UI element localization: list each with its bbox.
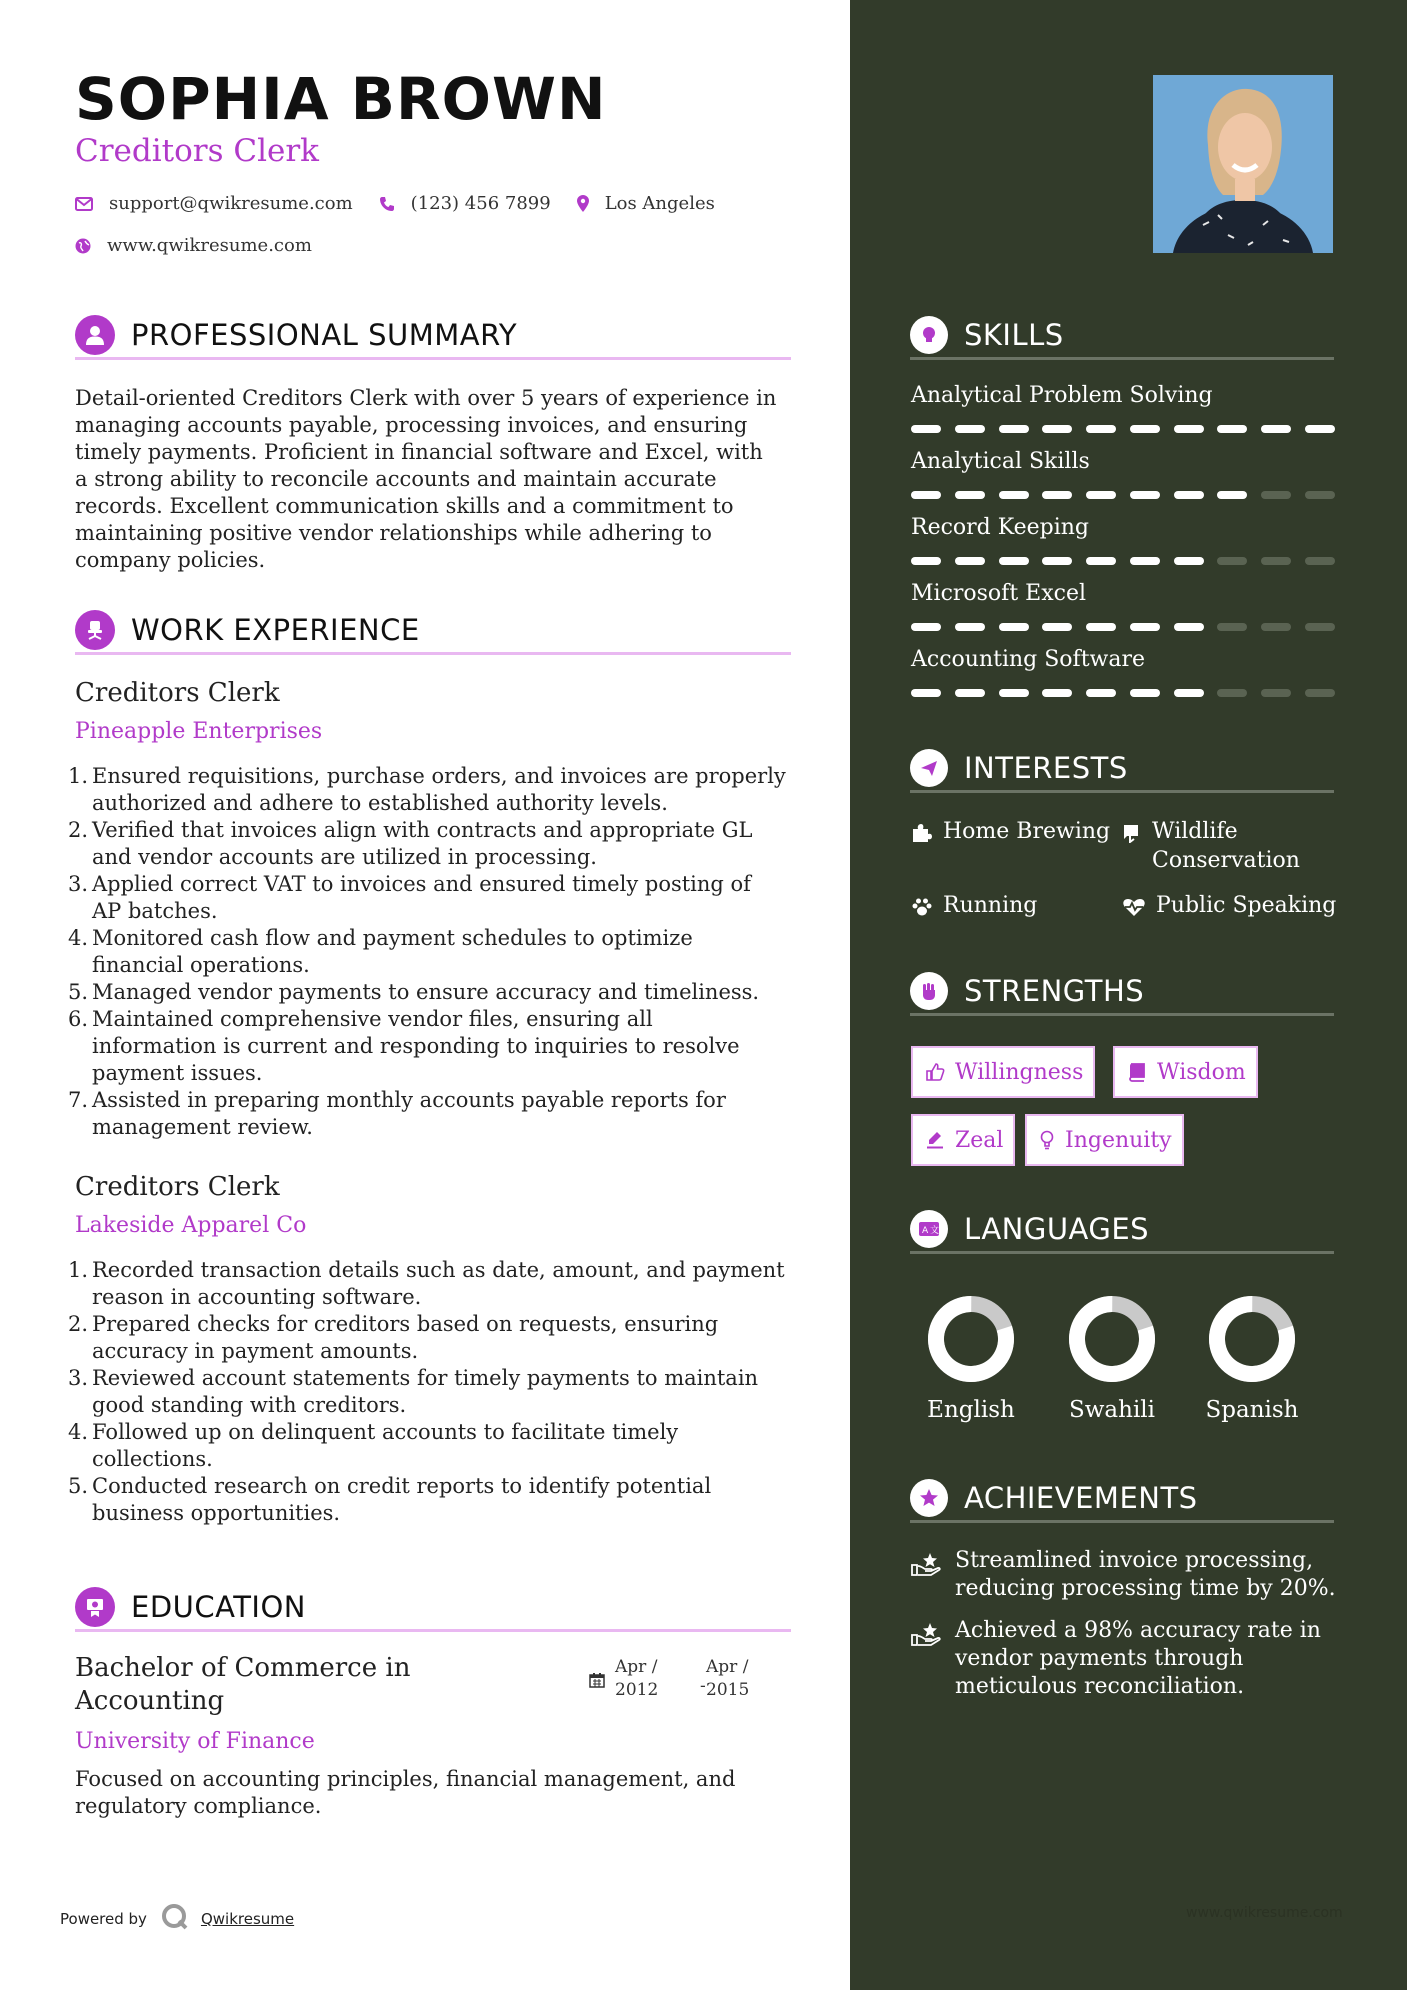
skill-name: Analytical Skills	[911, 449, 1090, 474]
chair-icon	[75, 610, 115, 650]
skills-title: SKILLS	[964, 317, 1064, 352]
languages-heading	[910, 1206, 1334, 1254]
summary-line: Detail-oriented Creditors Clerk with over 5 years of experience in	[75, 386, 777, 410]
skill-segment	[1042, 425, 1072, 433]
thumbs-up-icon	[925, 1062, 945, 1082]
skill-segment	[1261, 689, 1291, 697]
skill-segment	[1086, 425, 1116, 433]
skill-segment	[1086, 623, 1116, 631]
job-duties-list	[68, 763, 798, 1141]
language-name: English	[927, 1397, 1015, 1423]
list-item: 2. Prepared checks for creditors based on requests, ensuring accuracy in payment amounts.	[68, 1312, 719, 1363]
skill-name: Microsoft Excel	[911, 581, 1087, 606]
star-hand-icon	[911, 1621, 943, 1647]
skill-segment	[1086, 689, 1116, 697]
strength-chip: Wisdom	[1113, 1046, 1258, 1098]
skill-segment	[1305, 557, 1335, 565]
degree-title: Bachelor of Commerce in Accounting	[75, 1653, 411, 1716]
paper-plane-icon	[910, 749, 948, 787]
skill-segment	[911, 689, 941, 697]
location-item	[577, 193, 715, 214]
skill-segment	[955, 689, 985, 697]
skill-segment	[1042, 623, 1072, 631]
skill-segment	[999, 689, 1029, 697]
interest-item: Wildlife Conservation	[1122, 817, 1300, 875]
list-item: 3. Applied correct VAT to invoices and ensured timely posting of AP batches.	[68, 872, 751, 923]
job-duties-list	[68, 1257, 798, 1527]
map-pin-icon	[577, 195, 589, 212]
list-item: 2. Verified that invoices align with contracts and appropriate GL and vendor accounts are utilized in processing.	[68, 818, 753, 869]
summary-text	[75, 385, 791, 574]
list-item: 7. Assisted in preparing monthly accounts payable reports for management review.	[68, 1088, 726, 1139]
website-item[interactable]	[75, 235, 312, 256]
contact-row-1	[75, 193, 741, 214]
qwikresume-logo-icon	[161, 1903, 189, 1935]
powered-by-label: Powered by	[60, 1910, 147, 1928]
paw-icon	[911, 897, 933, 917]
skill-segment	[1217, 425, 1247, 433]
globe-icon	[75, 238, 91, 254]
summary-line: managing accounts payable, processing invoices, and ensuring	[75, 413, 748, 437]
list-item: 1. Ensured requisitions, purchase orders, and invoices are properly authorized and adhere to established authority levels.	[68, 764, 786, 815]
summary-line: timely payments. Proficient in financial software and Excel, with	[75, 440, 763, 464]
puzzle-icon	[911, 823, 933, 843]
list-item: 3. Reviewed account statements for timely payments to maintain good standing with creditors.	[68, 1366, 759, 1417]
qwikresume-link[interactable]: Qwikresume	[200, 1910, 295, 1928]
interest-item: Home Brewing	[911, 817, 1110, 846]
svg-text:A: A	[922, 1225, 929, 1236]
skill-segment	[1130, 689, 1160, 697]
strength-chip: Ingenuity	[1025, 1114, 1184, 1166]
pen-icon	[925, 1130, 945, 1150]
language-ring-fill	[1068, 1295, 1156, 1383]
skill-segment	[1217, 689, 1247, 697]
interest-item: Public Speaking	[1122, 891, 1336, 920]
phone-item[interactable]	[379, 193, 551, 214]
list-item: 5. Conducted research on credit reports to identify potential business opportunities.	[68, 1474, 712, 1525]
skill-segment	[999, 491, 1029, 499]
interest-item: Running	[911, 891, 1037, 920]
star-badge-icon	[910, 1479, 948, 1517]
strengths-title: STRENGTHS	[964, 973, 1145, 1008]
phone-icon	[379, 196, 395, 212]
experience-title: WORK EXPERIENCE	[131, 612, 420, 647]
strength-chip: Willingness	[911, 1046, 1095, 1098]
education-heading	[75, 1584, 791, 1632]
interests-title: INTERESTS	[964, 750, 1128, 785]
skill-bar	[911, 557, 1335, 565]
language-name: Swahili	[1068, 1397, 1156, 1423]
skill-segment	[1305, 491, 1335, 499]
company-name: Lakeside Apparel Co	[75, 1213, 307, 1238]
lightbulb-icon	[1039, 1130, 1055, 1150]
candidate-role: Creditors Clerk	[75, 133, 319, 169]
summary-line: records. Excellent communication skills and a commitment to	[75, 494, 734, 518]
profile-photo	[1153, 75, 1333, 253]
strength-chip: Zeal	[911, 1114, 1015, 1166]
skill-segment	[1130, 623, 1160, 631]
book-icon	[1127, 1062, 1147, 1082]
svg-text:文: 文	[930, 1225, 940, 1236]
skill-segment	[1130, 491, 1160, 499]
skill-segment	[911, 557, 941, 565]
school-name: University of Finance	[75, 1729, 315, 1754]
skill-segment	[1217, 623, 1247, 631]
edu-end-date: Apr / 2015	[706, 1657, 750, 1700]
language-ring-fill	[927, 1295, 1015, 1383]
language-ring	[1067, 1294, 1157, 1384]
skill-name: Record Keeping	[911, 515, 1089, 540]
skill-segment	[911, 491, 941, 499]
strengths-heading	[910, 968, 1334, 1016]
skill-segment	[1174, 557, 1204, 565]
skill-segment	[1217, 491, 1247, 499]
skills-heading	[910, 312, 1334, 360]
skill-bar	[911, 689, 1335, 697]
achievement-item: Streamlined invoice processing, reducing processing time by 20%.	[911, 1547, 1341, 1603]
skill-segment	[955, 623, 985, 631]
contact-row-2	[75, 235, 338, 256]
skill-segment	[1174, 491, 1204, 499]
skill-segment	[1086, 557, 1116, 565]
skill-segment	[999, 623, 1029, 631]
skill-bar	[911, 623, 1335, 631]
language-ring-fill	[1208, 1295, 1296, 1383]
skill-segment	[1174, 425, 1204, 433]
fist-icon	[910, 972, 948, 1010]
skill-segment	[1305, 623, 1335, 631]
email-text: support@qwikresume.com	[109, 193, 353, 214]
language-ring	[1207, 1294, 1297, 1384]
user-icon	[75, 315, 115, 355]
skill-segment	[1305, 425, 1335, 433]
lightbulb-icon	[910, 316, 948, 354]
skill-segment	[1042, 689, 1072, 697]
skill-segment	[1130, 425, 1160, 433]
list-item: 5. Managed vendor payments to ensure accuracy and timeliness.	[68, 980, 760, 1004]
achievement-item: Achieved a 98% accuracy rate in vendor payments through meticulous reconciliation.	[911, 1617, 1341, 1701]
skill-segment	[955, 557, 985, 565]
education-title: EDUCATION	[131, 1589, 307, 1624]
skill-segment	[999, 425, 1029, 433]
edu-date-dash: -	[700, 1676, 706, 1696]
summary-heading	[75, 312, 791, 360]
email-item[interactable]	[75, 193, 353, 214]
skill-bar	[911, 425, 1335, 433]
location-text: Los Angeles	[604, 193, 715, 214]
job-title: Creditors Clerk	[75, 1172, 280, 1202]
skill-segment	[1174, 623, 1204, 631]
edu-start-date: Apr / 2012	[615, 1657, 659, 1700]
edu-description: Focused on accounting principles, financial management, and regulatory compliance.	[75, 1767, 736, 1818]
achievements-title: ACHIEVEMENTS	[964, 1480, 1198, 1515]
skill-segment	[911, 425, 941, 433]
skill-name: Analytical Problem Solving	[911, 383, 1213, 408]
skill-segment	[1261, 557, 1291, 565]
star-hand-icon	[911, 1551, 943, 1577]
skill-segment	[1261, 623, 1291, 631]
summary-line: maintaining positive vendor relationships while adhering to	[75, 521, 712, 545]
skill-segment	[1261, 425, 1291, 433]
skill-segment	[1086, 491, 1116, 499]
summary-line: company policies.	[75, 548, 266, 572]
leaf-icon	[1122, 823, 1142, 843]
achievements-heading	[910, 1475, 1334, 1523]
experience-heading	[75, 607, 791, 655]
language-name: Spanish	[1205, 1397, 1299, 1423]
list-item: 1. Recorded transaction details such as date, amount, and payment reason in accounting software.	[68, 1258, 785, 1309]
job-title: Creditors Clerk	[75, 678, 280, 708]
skill-segment	[955, 491, 985, 499]
website-text: www.qwikresume.com	[107, 235, 312, 256]
envelope-icon	[75, 197, 93, 211]
skill-bar	[911, 491, 1335, 499]
powered-by	[60, 1903, 294, 1935]
summary-line: a strong ability to reconcile accounts and maintain accurate	[75, 467, 717, 491]
skill-segment	[1042, 491, 1072, 499]
skill-segment	[1042, 557, 1072, 565]
heartbeat-icon	[1122, 897, 1146, 917]
language-icon	[910, 1210, 948, 1248]
summary-title: PROFESSIONAL SUMMARY	[131, 317, 518, 352]
footer-url[interactable]: www.qwikresume.com	[1186, 1905, 1343, 1921]
candidate-name: SOPHIA BROWN	[75, 65, 607, 133]
skill-segment	[1217, 557, 1247, 565]
skill-segment	[1261, 491, 1291, 499]
list-item: 4. Followed up on delinquent accounts to facilitate timely collections.	[68, 1420, 679, 1471]
language-ring	[926, 1294, 1016, 1384]
interests-heading	[910, 745, 1334, 793]
skill-segment	[999, 557, 1029, 565]
skill-segment	[1305, 689, 1335, 697]
skill-segment	[1130, 557, 1160, 565]
languages-title: LANGUAGES	[964, 1211, 1150, 1246]
list-item: 6. Maintained comprehensive vendor files, ensuring all information is current and responding to inquiries to resolve payment issues.	[68, 1007, 740, 1085]
graduation-icon	[75, 1587, 115, 1627]
skill-segment	[1174, 689, 1204, 697]
calendar-icon	[589, 1672, 605, 1692]
skill-segment	[911, 623, 941, 631]
skill-name: Accounting Software	[911, 647, 1146, 672]
skill-segment	[955, 425, 985, 433]
list-item: 4. Monitored cash flow and payment schedules to optimize financial operations.	[68, 926, 693, 977]
phone-text: (123) 456 7899	[410, 193, 551, 214]
company-name: Pineapple Enterprises	[75, 719, 323, 744]
